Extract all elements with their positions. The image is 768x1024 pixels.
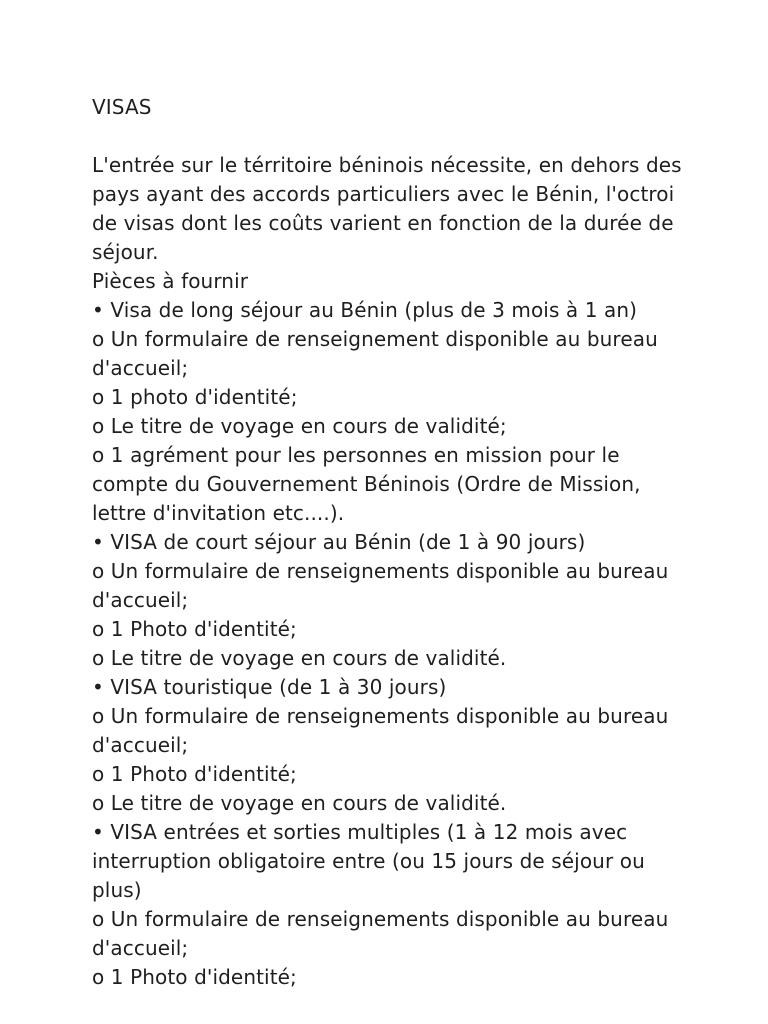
list-item: o 1 agrément pour les personnes en mission pour le compte du Gouvernement Béninois (Ordre de Mission, lettre d'invitation etc....). (92, 443, 648, 525)
list-item: o Un formulaire de renseignements disponible au bureau d'accueil; (92, 559, 675, 612)
list-item: o 1 Photo d'identité; (92, 965, 297, 989)
list-item: o Le titre de voyage en cours de validité. (92, 646, 507, 670)
document-page (92, 93, 692, 992)
list-item: o 1 photo d'identité; (92, 385, 298, 409)
list-item: o Le titre de voyage en cours de validité. (92, 791, 507, 815)
list-item: o Un formulaire de renseignements disponible au bureau d'accueil; (92, 907, 675, 960)
pieces-label: Pièces à fournir (92, 269, 249, 293)
list-item: o 1 Photo d'identité; (92, 762, 297, 786)
document-title: VISAS (92, 95, 152, 119)
list-item: • VISA de court séjour au Bénin (de 1 à 90 jours) (92, 530, 586, 554)
list-item: o Le titre de voyage en cours de validité; (92, 414, 507, 438)
list-item: o Un formulaire de renseignements disponible au bureau d'accueil; (92, 704, 675, 757)
list-item: o Un formulaire de renseignement disponible au bureau d'accueil; (92, 327, 665, 380)
list-item: • VISA touristique (de 1 à 30 jours) (92, 675, 447, 699)
intro-paragraph: L'entrée sur le térritoire béninois nécessite, en dehors des pays ayant des accords particuliers avec le Bénin, l'octroi de visas dont les coûts varient en fonction de la durée de séjour. (92, 153, 689, 264)
list-item: • VISA entrées et sorties multiples (1 à 12 mois avec interruption obligatoire entre (ou 15 jours de séjour ou plus) (92, 820, 652, 902)
list-item: o 1 Photo d'identité; (92, 617, 297, 641)
list-item: • Visa de long séjour au Bénin (plus de 3 mois à 1 an) (92, 298, 638, 322)
